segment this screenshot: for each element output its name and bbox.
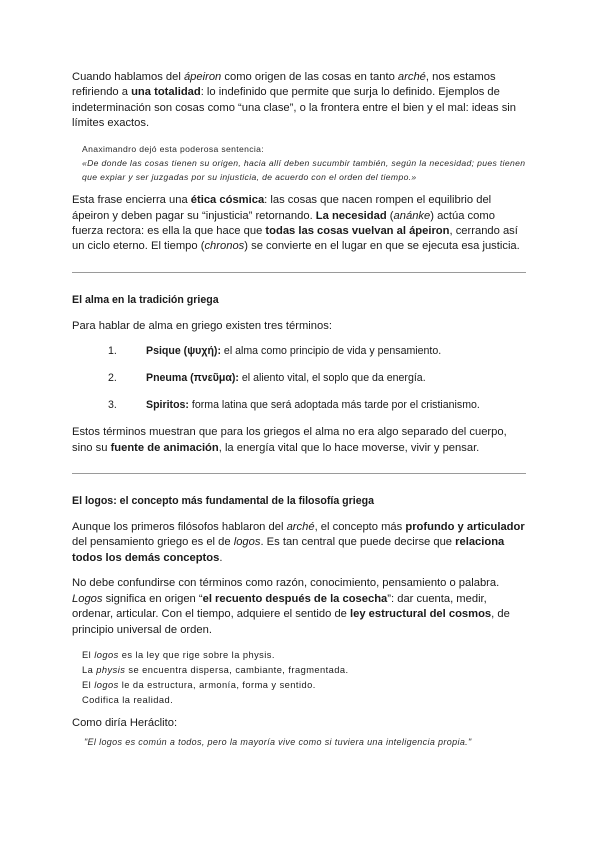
text: No debe confundirse con términos como razón, conocimiento, pensamiento o palabra. xyxy=(72,577,500,590)
heraclito-intro: Como diría Heráclito: xyxy=(72,716,178,729)
term-logos: logos xyxy=(233,536,261,549)
text: es la ley que rige sobre la physis. xyxy=(118,649,275,660)
heraclito-quote: "El logos es común a todos, pero la mayoría vive como si tuviera una inteligencia propia." xyxy=(84,737,472,748)
item-description: el alma como principio de vida y pensamiento. xyxy=(220,345,442,358)
paragraph-logos-2 xyxy=(72,576,526,638)
paragraph-apeiron xyxy=(72,70,526,132)
section-title-alma: El alma en la tradición griega xyxy=(72,293,219,306)
emphasis: el recuento después de la cosecha xyxy=(202,592,388,605)
text: El xyxy=(82,679,95,690)
text: ) actúa como fuerza rectora: es ella la que hace que xyxy=(72,209,495,238)
emphasis: ética cósmica xyxy=(190,194,265,207)
list-item xyxy=(82,663,526,678)
text: , cerrando así un ciclo eterno. El tiempo ( xyxy=(72,225,518,253)
term-ananke: anánke xyxy=(393,209,431,222)
document-page xyxy=(72,70,526,747)
emphasis: La necesidad xyxy=(315,209,387,222)
text: : lo indefinido que permite que surja lo definido. Ejemplos de indeterminación son cosas como “una clase”, o la frontera entre el bien y el mal: ideas sin límites exactos. xyxy=(72,86,516,130)
text: . Es tan central que puede decirse que xyxy=(260,536,456,549)
text: ( xyxy=(386,209,394,222)
list-item xyxy=(72,344,526,358)
item-term: Pneuma (πνεῦμα): xyxy=(146,372,239,385)
list-item xyxy=(82,678,526,693)
item-number: 1. xyxy=(108,345,117,358)
term-arche: arché xyxy=(286,521,315,534)
item-description: el aliento vital, el soplo que da energía. xyxy=(238,372,426,385)
item-description: forma latina que será adoptada más tarde por el cristianismo. xyxy=(188,399,480,412)
logos-list xyxy=(82,648,526,708)
term-apeiron: ápeiron xyxy=(183,71,222,83)
text: : las cosas que nacen rompen el equilibrio del ápeiron y deben pagar su “injusticia” retornando. xyxy=(72,194,492,222)
section-divider xyxy=(72,272,526,273)
item-term: Psique (ψυχή): xyxy=(146,345,221,358)
section-divider xyxy=(72,473,526,474)
text: le da estructura, armonía, forma y sentido. xyxy=(118,679,316,690)
text: . xyxy=(219,551,223,564)
section-title-logos: El logos: el concepto más fundamental de la filosofía griega xyxy=(72,495,374,508)
item-term: Spiritos: xyxy=(146,399,189,412)
section-intro: Para hablar de alma en griego existen tres términos: xyxy=(72,319,332,332)
paragraph-alma-closing xyxy=(72,425,526,456)
emphasis: relaciona todos los demás conceptos xyxy=(72,536,505,564)
term: logos xyxy=(94,649,119,660)
term: logos xyxy=(94,679,119,690)
text: ”: dar cuenta, medir, ordenar, articular. Con el tiempo, adquiere el sentido de xyxy=(72,592,487,621)
text: Cuando hablamos del xyxy=(72,71,184,83)
emphasis: profundo y articulador xyxy=(405,521,525,534)
paragraph-etica-cosmica xyxy=(72,193,526,255)
paragraph-logos-1 xyxy=(72,520,526,566)
emphasis: ley estructural del cosmos xyxy=(350,608,492,621)
item-number: 3. xyxy=(108,399,117,412)
text: , el concepto más xyxy=(314,521,406,534)
text: , la energía vital que lo hace moverse, vivir y pensar. xyxy=(218,441,480,454)
text: como origen de las cosas en tanto xyxy=(221,71,398,83)
quote-lead: Anaximandro dejó esta poderosa sentencia: xyxy=(82,143,265,154)
term-arche: arché xyxy=(397,71,426,83)
emphasis: fuente de animación xyxy=(110,441,219,454)
text: Estos términos muestran que para los griegos el alma no era algo separado del cuerpo, sino su xyxy=(72,426,507,454)
text: se encuentra dispersa, cambiante, fragmentada. xyxy=(125,664,349,675)
text: Codifica la realidad. xyxy=(82,694,174,705)
anaximandro-quote xyxy=(82,142,526,185)
text: ) se convierte en el lugar en que se ejecuta esa justicia. xyxy=(244,240,520,253)
term-logos: Logos xyxy=(72,592,103,605)
text: Aunque los primeros filósofos hablaron del xyxy=(72,521,287,534)
term-chronos: chronos xyxy=(204,240,245,253)
item-number: 2. xyxy=(108,372,117,385)
text: , de principio universal de orden. xyxy=(72,608,510,636)
list-item xyxy=(82,693,526,708)
emphasis: una totalidad xyxy=(131,86,201,99)
term: physis xyxy=(96,664,126,675)
emphasis: todas las cosas vuelvan al ápeiron xyxy=(265,225,450,238)
list-item xyxy=(72,398,526,412)
text: significa en origen “ xyxy=(102,592,203,605)
text: La xyxy=(82,664,97,675)
list-item xyxy=(82,648,526,663)
text: El xyxy=(82,649,95,660)
text: Esta frase encierra una xyxy=(72,194,191,207)
text: del pensamiento griego es el de xyxy=(72,536,234,549)
text: , nos estamos refiriendo a xyxy=(72,71,496,99)
quote-text: «De donde las cosas tienen su origen, hacia allí deben sucumbir también, según la necesidad; pues tienen que expiar y ser juzgadas por su injusticia, de acuerdo con el orden del tiempo.» xyxy=(82,157,526,183)
list-item xyxy=(72,371,526,385)
terms-list xyxy=(72,344,526,412)
